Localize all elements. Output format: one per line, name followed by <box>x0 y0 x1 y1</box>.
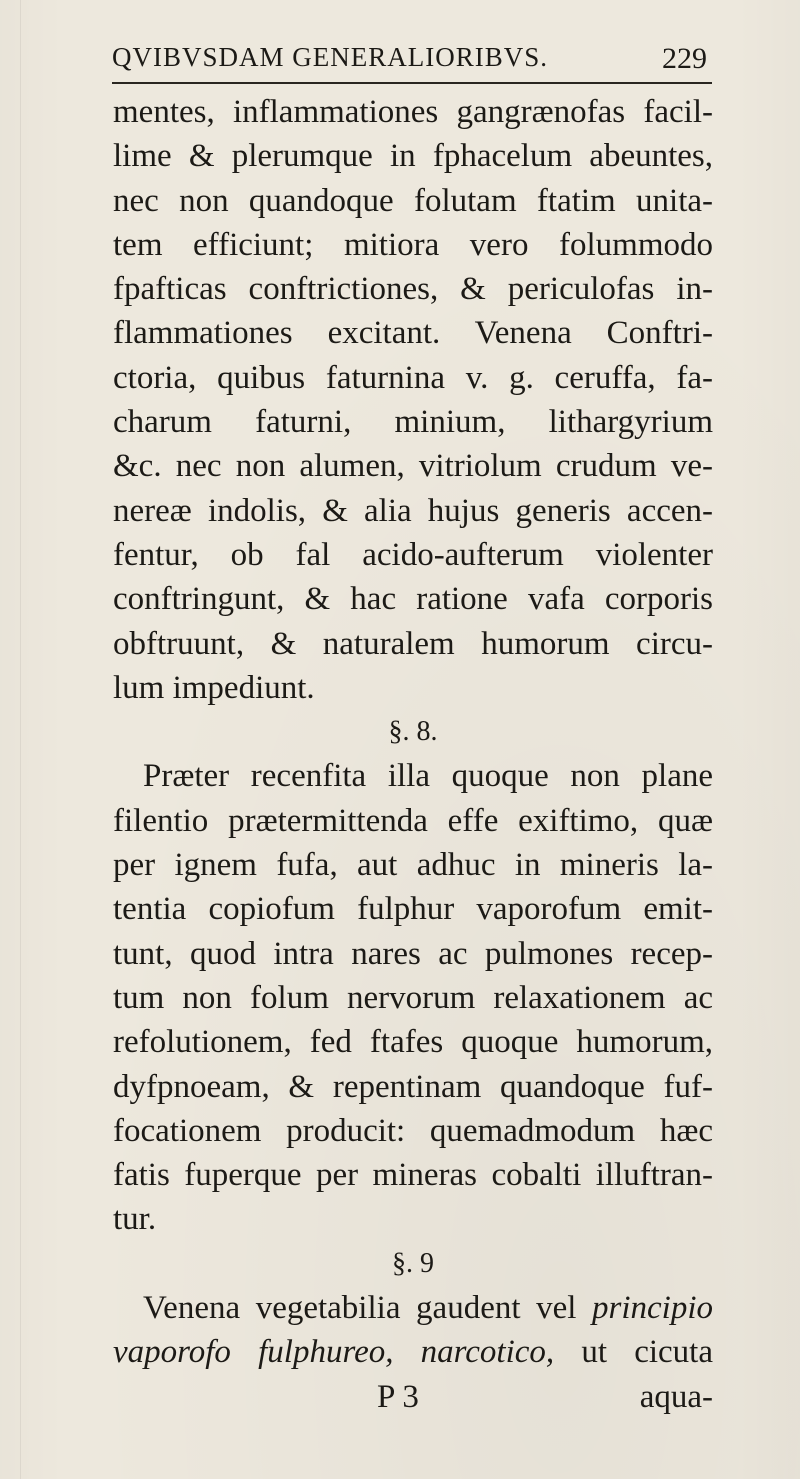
page-number: 229 <box>662 42 707 75</box>
text-line: dyfpnoeam, & repentinam quandoque fuf- <box>113 1068 713 1105</box>
catchword: aqua- <box>639 1378 713 1415</box>
text-line: flammationes excitant. Venena Conftri- <box>113 315 713 352</box>
text-line: filentio prætermittenda effe exiftimo, quæ <box>113 802 713 839</box>
text-line: mentes, inflammationes gangrænofas facil- <box>113 94 713 130</box>
text-line: charum faturni, minium, lithargyrium <box>113 404 713 441</box>
text-line: lum impediunt. <box>113 669 315 706</box>
italic-term: principio <box>592 1290 714 1327</box>
running-head <box>112 42 712 88</box>
text-line: refolutionem, fed ftafes quoque humorum, <box>113 1024 713 1061</box>
text-line: nec non quandoque folutam ftatim unita- <box>113 182 713 219</box>
header-rule <box>112 82 712 84</box>
section-heading-9: §. 9 <box>392 1247 434 1279</box>
text-line <box>113 1330 713 1374</box>
text-line: nereæ indolis, & alia hujus generis accen- <box>113 492 713 529</box>
text-line: tur. <box>113 1201 157 1238</box>
page-footer-line <box>113 1375 713 1419</box>
text-line: tum non folum nervorum relaxationem ac <box>113 979 713 1016</box>
text-line: Præter recenfita illa quoque non plane <box>143 758 713 795</box>
text-segment: Venena vegetabilia gaudent vel <box>143 1290 577 1327</box>
text-line: tentia copiofum fulphur vaporofum emit- <box>113 891 713 928</box>
signature-mark: P 3 <box>377 1378 419 1415</box>
text-line: fatis fuperque per mineras cobalti illuftran- <box>113 1157 713 1194</box>
running-title: QVIBVSDAM GENERALIORIBVS. <box>112 42 549 72</box>
text-line: per ignem fufa, aut adhuc in mineris la- <box>113 847 713 884</box>
page-gutter-shadow <box>20 0 21 1479</box>
text-line: ctoria, quibus faturnina v. g. ceruffa, fa- <box>113 359 713 396</box>
text-line: &c. nec non alumen, vitriolum crudum ve- <box>113 448 713 485</box>
text-line: conftringunt, & hac ratione vafa corporis <box>113 581 713 618</box>
text-line: obftruunt, & naturalem humorum circu- <box>113 625 713 662</box>
text-line: focationem producit: quemadmodum hæc <box>113 1112 713 1149</box>
text-line: fpafticas conftrictiones, & periculofas in- <box>113 271 713 308</box>
text-line: tem efficiunt; mitiora vero folummodo <box>113 226 713 263</box>
text-line: fentur, ob fal acido-aufterum violenter <box>113 536 713 573</box>
text-line: tunt, quod intra nares ac pulmones recep- <box>113 935 713 972</box>
text-line <box>113 1286 713 1330</box>
italic-term: vaporofo fulphureo, <box>113 1334 394 1371</box>
text-segment: ut cicuta <box>581 1334 713 1371</box>
body-text <box>113 90 713 1419</box>
section-heading-8: §. 8. <box>388 716 438 748</box>
italic-term: narcotico, <box>420 1334 555 1371</box>
text-line: lime & plerumque in fphacelum abeuntes, <box>113 138 713 175</box>
